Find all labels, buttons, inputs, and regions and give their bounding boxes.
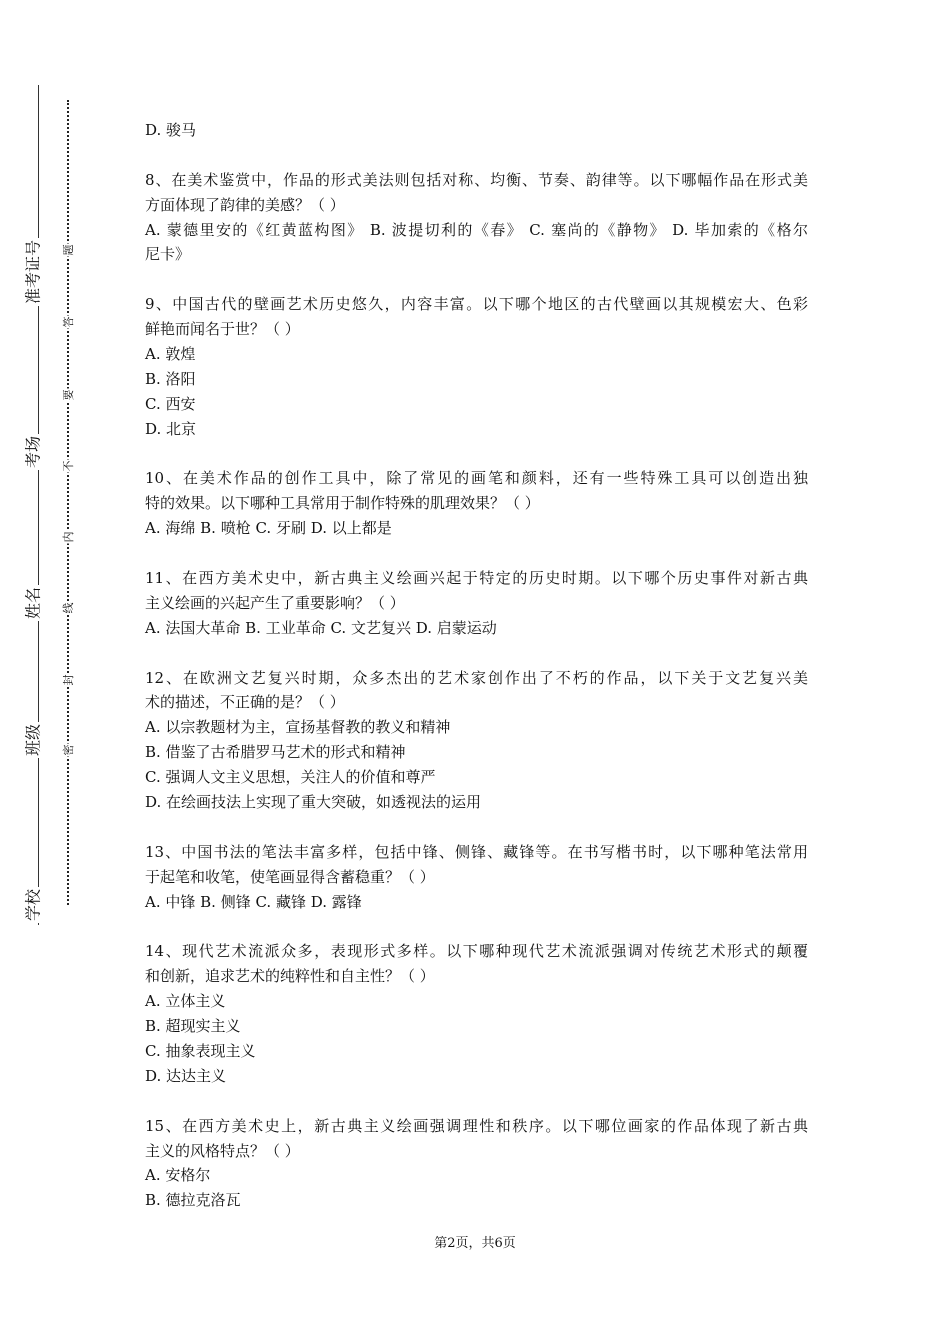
seal-char: 答: [62, 316, 75, 328]
option-line: C. 强调人文主义思想，关注人的价值和尊严: [145, 768, 436, 787]
seal-char: 不: [62, 460, 75, 472]
question-line: 和创新，追求艺术的纯粹性和自主性？（ ）: [145, 967, 435, 986]
question-line: 10、在美术作品的创作工具中，除了常见的画笔和颜料，还有一些特殊工具可以创造出独: [145, 469, 808, 488]
question-line: 术的描述，不正确的是？（ ）: [145, 693, 345, 712]
option-line: A. 法国大革命 B. 工业革命 C. 文艺复兴 D. 启蒙运动: [145, 618, 497, 637]
spacer: [145, 442, 808, 467]
question-12: [145, 666, 808, 815]
option-line: B. 洛阳: [145, 369, 196, 388]
question-line: 特的效果。以下哪种工具常用于制作特殊的肌理效果？（ ）: [145, 494, 540, 513]
question-13: [145, 840, 808, 915]
option-line: A. 蒙德里安的《红黄蓝构图》 B. 波提切利的《春》 C. 塞尚的《静物》 D. 毕加索的《格尔: [145, 220, 808, 239]
question-line: 9、中国古代的壁画艺术历史悠久，内容丰富。以下哪个地区的古代壁画以其规模宏大、色彩: [145, 295, 808, 314]
option-line: D. 达达主义: [145, 1066, 227, 1085]
question-15: [145, 1114, 808, 1214]
question-8: [145, 168, 808, 268]
option-line: B. 借鉴了古希腊罗马艺术的形式和精神: [145, 743, 406, 762]
name-label: 姓名: [21, 585, 44, 621]
option-line: B. 德拉克洛瓦: [145, 1191, 241, 1210]
question-line: 13、中国书法的笔法丰富多样，包括中锋、侧锋、藏锋等。在书写楷书时，以下哪种笔法常用: [145, 842, 808, 861]
spacer: [145, 915, 808, 940]
question-line: 12、在欧洲文艺复兴时期，众多杰出的艺术家创作出了不朽的作品，以下关于文艺复兴美: [145, 668, 808, 687]
question-line: 方面体现了韵律的美感？（ ）: [145, 195, 345, 214]
option-line: A. 敦煌: [145, 345, 196, 364]
seal-dotted-line: [67, 100, 69, 905]
class-label: 班级: [21, 722, 44, 758]
option-line: C. 抽象表现主义: [145, 1041, 256, 1060]
spacer: [145, 267, 808, 292]
binding-line: [38, 85, 39, 925]
seal-char: 线: [62, 602, 75, 614]
question-10: [145, 466, 808, 541]
question-line: 14、现代艺术流派众多，表现形式多样。以下哪种现代艺术流派强调对传统艺术形式的颠覆: [145, 942, 808, 961]
question-line: 主义绘画的兴起产生了重要影响？（ ）: [145, 593, 405, 612]
question-line: 鲜艳而闻名于世？（ ）: [145, 320, 300, 339]
spacer: [145, 541, 808, 566]
option-line: B. 超现实主义: [145, 1017, 241, 1036]
exam-room-label: 考场: [21, 434, 44, 470]
question-line: 于起笔和收笔，使笔画显得含蓄稳重？（ ）: [145, 867, 435, 886]
option-line: A. 以宗教题材为主，宣扬基督教的教义和精神: [145, 718, 451, 737]
option-line: D. 北京: [145, 419, 197, 438]
option-line: D. 在绘画技法上实现了重大突破，如透视法的运用: [145, 793, 482, 812]
question-line: 11、在西方美术史中，新古典主义绘画兴起于特定的历史时期。以下哪个历史事件对新古典: [145, 569, 808, 588]
seal-char: 内: [62, 531, 75, 543]
spacer: [145, 641, 808, 666]
exam-number-label: 准考证号: [21, 238, 44, 306]
question-line: 8、在美术鉴赏中，作品的形式美法则包括对称、均衡、节奏、韵律等。以下哪幅作品在形式美: [145, 170, 808, 189]
question-content: [145, 118, 808, 1213]
option-line: A. 安格尔: [145, 1166, 211, 1185]
question-line: 主义的风格特点？（ ）: [145, 1141, 300, 1160]
question-11: [145, 566, 808, 641]
option-line: A. 中锋 B. 侧锋 C. 藏锋 D. 露锋: [145, 892, 362, 911]
previous-option: D. 骏马: [145, 121, 197, 139]
option-line: C. 西安: [145, 394, 196, 413]
question-9: [145, 292, 808, 441]
question-line: 15、在西方美术史上，新古典主义绘画强调理性和秩序。以下哪位画家的作品体现了新古典: [145, 1116, 808, 1135]
school-label: 学校: [21, 887, 44, 923]
spacer: [145, 1089, 808, 1114]
page-footer: 第2页，共6页: [434, 1236, 516, 1251]
question-line: 尼卡》: [145, 245, 191, 264]
seal-char: 封: [62, 674, 75, 686]
seal-char: 密: [62, 744, 75, 756]
option-line: A. 立体主义: [145, 992, 226, 1011]
option-line: A. 海绵 B. 喷枪 C. 牙刷 D. 以上都是: [145, 519, 392, 538]
seal-char: 要: [62, 389, 75, 401]
question-14: [145, 939, 808, 1088]
seal-char: 题: [62, 244, 75, 256]
spacer: [145, 815, 808, 840]
spacer: [145, 143, 808, 168]
